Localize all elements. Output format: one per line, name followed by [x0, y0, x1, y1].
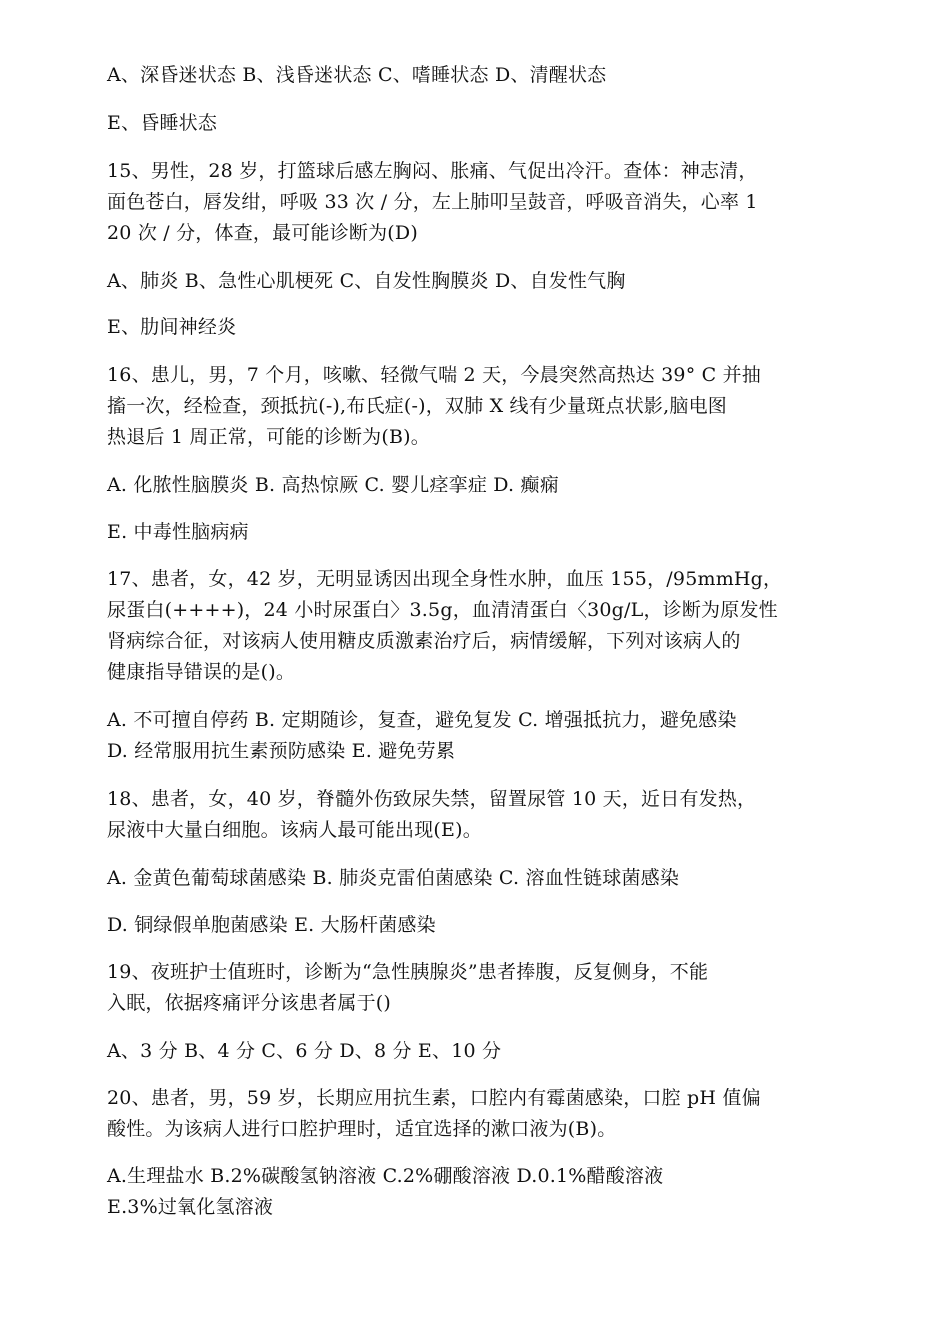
q17-options-line-2: D. 经常服用抗生素预防感染 E. 避免劳累 — [107, 740, 456, 762]
q16-options-line-2: E. 中毒性脑病病 — [107, 521, 249, 543]
q17-stem-line-2: 尿蛋白(++++)，24 小时尿蛋白〉3.5g，血清清蛋白〈30g/L，诊断为原发性 — [107, 599, 778, 621]
q17-stem-line-3: 肾病综合征，对该病人使用糖皮质激素治疗后，病情缓解，下列对该病人的 — [107, 630, 741, 652]
q18-options-line-2: D. 铜绿假单胞菌感染 E. 大肠杆菌感染 — [107, 914, 436, 936]
q15-options-line-1: A、肺炎 B、急性心肌梗死 C、自发性胸膜炎 D、自发性气胸 — [107, 270, 626, 292]
q16-stem-line-1: 16、患儿，男，7 个月，咳嗽、轻微气喘 2 天，今晨突然高热达 39° C 并抽 — [107, 364, 762, 386]
q14-options-line-1: A、深昏迷状态 B、浅昏迷状态 C、嗜睡状态 D、清醒状态 — [107, 64, 607, 86]
q17-options-line-1: A. 不可擅自停药 B. 定期随诊，复查，避免复发 C. 增强抵抗力，避免感染 — [107, 709, 737, 731]
q15-options-line-2: E、肋间神经炎 — [107, 316, 237, 338]
q17-stem-line-1: 17、患者，女，42 岁，无明显诱因出现全身性水肿，血压 155，/95mmHg， — [107, 568, 783, 590]
q18-stem-line-2: 尿液中大量白细胞。该病人最可能出现(E)。 — [107, 819, 482, 841]
q20-stem-line-2: 酸性。为该病人进行口腔护理时，适宜选择的漱口液为(B)。 — [107, 1118, 617, 1140]
q19-stem-line-1: 19、夜班护士值班时，诊断为“急性胰腺炎”患者捧腹，反复侧身，不能 — [107, 961, 709, 983]
q15-stem-line-2: 面色苍白，唇发绀，呼吸 33 次 / 分，左上肺叩呈鼓音，呼吸音消失，心率 1 — [107, 191, 758, 213]
q16-options-line-1: A. 化脓性脑膜炎 B. 高热惊厥 C. 婴儿痉挛症 D. 癫痫 — [107, 474, 559, 496]
q20-options-line-1: A.生理盐水 B.2%碳酸氢钠溶液 C.2%硼酸溶液 D.0.1%醋酸溶液 — [107, 1165, 664, 1187]
q17-stem-line-4: 健康指导错误的是()。 — [107, 661, 296, 683]
q16-stem-line-3: 热退后 1 周正常，可能的诊断为(B)。 — [107, 426, 430, 448]
q19-options-line-1: A、3 分 B、4 分 C、6 分 D、8 分 E、10 分 — [107, 1040, 502, 1062]
q18-stem-line-1: 18、患者，女，40 岁，脊髓外伤致尿失禁，留置尿管 10 天，近日有发热， — [107, 788, 757, 810]
q16-stem-line-2: 搐一次，经检查，颈抵抗(-),布氏症(-)，双肺 X 线有少量斑点状影,脑电图 — [107, 395, 727, 417]
q20-options-line-2: E.3%过氧化氢溶液 — [107, 1196, 274, 1218]
q19-stem-line-2: 入眠，依据疼痛评分该患者属于() — [107, 992, 392, 1014]
q20-stem-line-1: 20、患者，男，59 岁，长期应用抗生素，口腔内有霉菌感染，口腔 pH 值偏 — [107, 1087, 761, 1109]
q15-stem-line-1: 15、男性，28 岁，打篮球后感左胸闷、胀痛、气促出冷汗。查体：神志清， — [107, 160, 758, 182]
q14-options-line-2: E、昏睡状态 — [107, 112, 218, 134]
q15-stem-line-3: 20 次 / 分，体查，最可能诊断为(D) — [107, 222, 418, 244]
q18-options-line-1: A. 金黄色葡萄球菌感染 B. 肺炎克雷伯菌感染 C. 溶血性链球菌感染 — [107, 867, 680, 889]
